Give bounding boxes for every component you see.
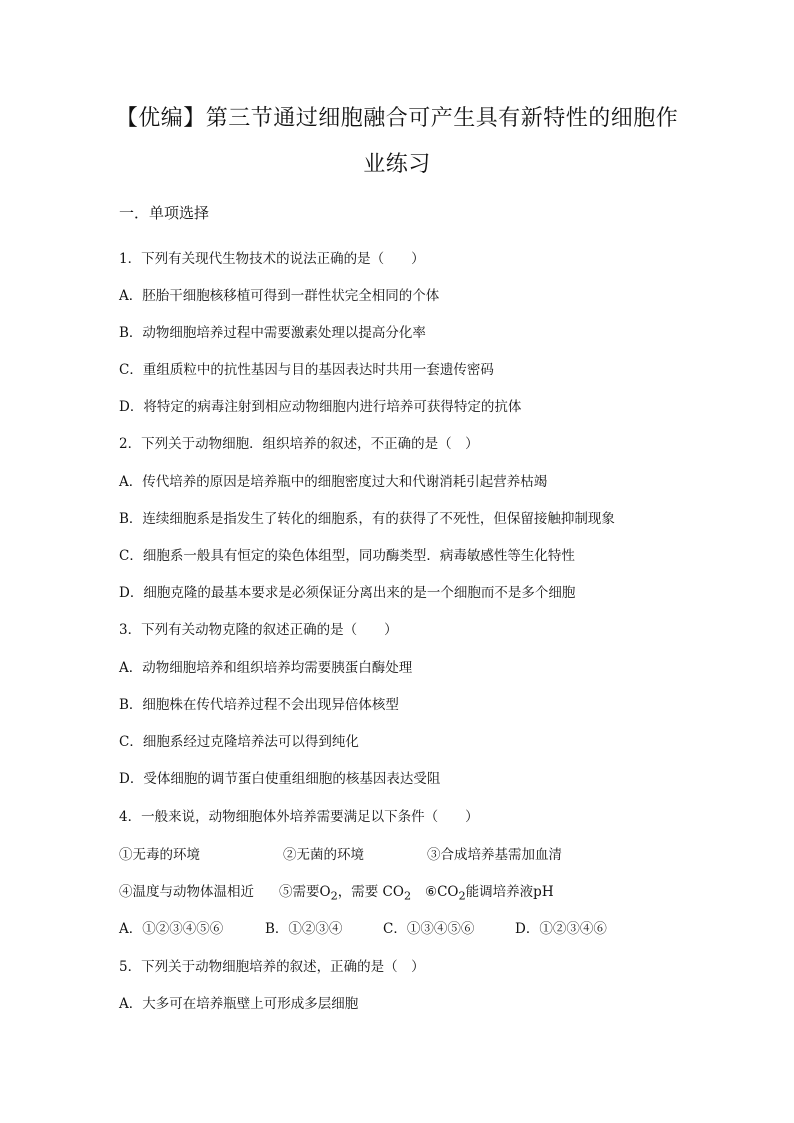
title-line-2: 业练习: [363, 152, 431, 177]
condition-5-text-b: ，需要 CO: [337, 884, 404, 900]
condition-6: [425, 884, 554, 903]
question-4-option-b: B．①②③④: [265, 921, 343, 937]
condition-5: [279, 883, 425, 906]
question-2-option-d: D．细胞克隆的最基本要求是必须保证分离出来的是一个细胞而不是多个细胞: [119, 585, 576, 601]
condition-4: ④温度与动物体温相近: [119, 884, 254, 900]
question-1-option-a: A．胚胎干细胞核移植可得到一群性状完全相同的个体: [119, 288, 440, 304]
condition-5-text-a: ⑤需要O: [279, 884, 331, 900]
question-4-option-d: D．①②③④⑥: [515, 921, 607, 937]
question-3-stem: 3．下列有关动物克隆的叙述正确的是（ ）: [119, 622, 398, 638]
question-3-option-a: A．动物细胞培养和组织培养均需要胰蛋白酶处理: [119, 660, 413, 676]
question-4-stem: 4．一般来说，动物细胞体外培养需要满足以下条件（ ）: [119, 809, 479, 825]
question-1-stem: 1．下列有关现代生物技术的说法正确的是（ ）: [119, 251, 425, 267]
section-heading: 一．单项选择: [119, 204, 210, 222]
question-3-option-c: C．细胞系经过克隆培养法可以得到纯化: [119, 734, 359, 750]
question-4-option-c: C．①③④⑤⑥: [383, 921, 475, 937]
question-4-option-a: A．①②③④⑤⑥: [119, 921, 224, 937]
question-1-option-b: B．动物细胞培养过程中需要激素处理以提高分化率: [119, 325, 426, 341]
question-3-option-b: B．细胞株在传代培养过程不会出现异倍体核型: [119, 697, 399, 713]
question-2-stem: 2．下列关于动物细胞．组织培养的叙述，不正确的是（ ）: [119, 436, 479, 452]
document-title: [60, 96, 734, 188]
condition-6-text-a: ⑥CO: [425, 884, 459, 900]
question-3-option-d: D．受体细胞的调节蛋白使重组细胞的核基因表达受阻: [119, 771, 441, 787]
question-1-option-d: D．将特定的病毒注射到相应动物细胞内进行培养可获得特定的抗体: [119, 399, 522, 415]
condition-5-subscript-a: 2: [330, 889, 338, 903]
condition-3: ③合成培养基需加血清: [427, 847, 562, 863]
condition-1: ①无毒的环境: [119, 847, 200, 863]
question-2-option-b: B．连续细胞系是指发生了转化的细胞系，有的获得了不死性，但保留接触抑制现象: [119, 511, 615, 527]
condition-6-text-b: 能调培养液pH: [465, 884, 554, 900]
question-4-conditions-row-2: [119, 883, 554, 906]
title-line-1: 【优编】第三节通过细胞融合可产生具有新特性的细胞作: [115, 106, 679, 131]
condition-6-subscript: 2: [458, 889, 466, 903]
question-5-option-a: A．大多可在培养瓶壁上可形成多层细胞: [119, 996, 359, 1012]
question-2-option-c: C．细胞系一般具有恒定的染色体组型，同功酶类型．病毒敏感性等生化特性: [119, 548, 575, 564]
question-2-option-a: A．传代培养的原因是培养瓶中的细胞密度过大和代谢消耗引起营养枯竭: [119, 474, 548, 490]
condition-2: ②无菌的环境: [283, 847, 364, 863]
question-4-options: [119, 920, 607, 938]
question-4-conditions-row-1: [119, 846, 562, 864]
condition-5-subscript-b: 2: [403, 889, 412, 903]
question-1-option-c: C．重组质粒中的抗性基因与目的基因表达时共用一套遗传密码: [119, 362, 494, 378]
question-5-stem: 5．下列关于动物细胞培养的叙述，正确的是（ ）: [119, 959, 425, 975]
